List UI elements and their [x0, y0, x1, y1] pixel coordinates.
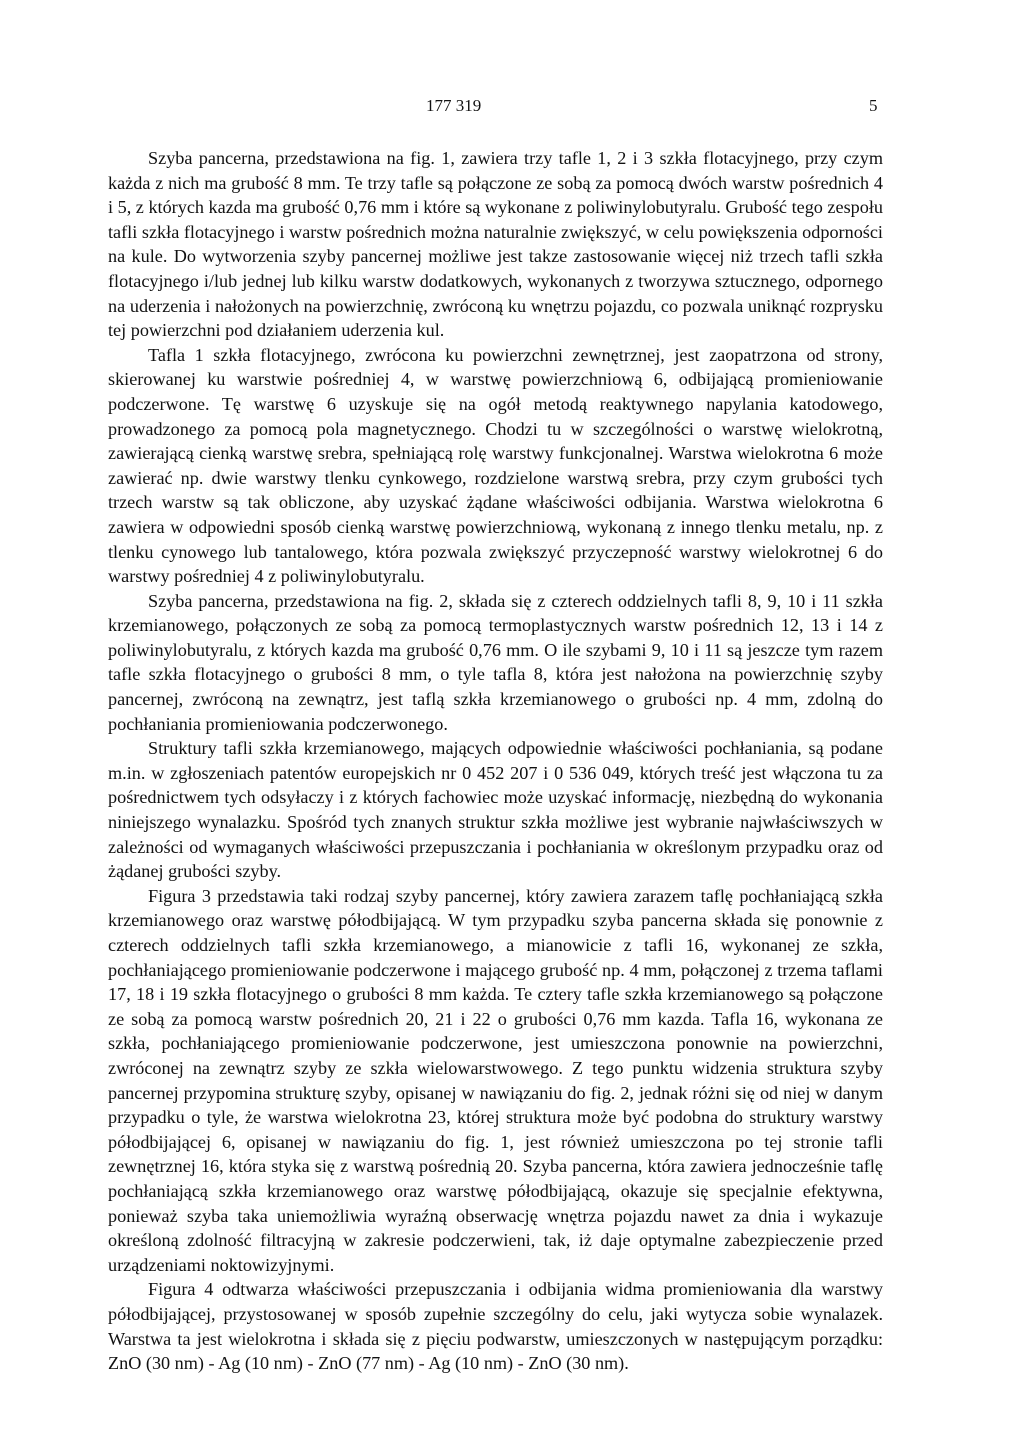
paragraph-fig3-description: Figura 3 przedstawia taki rodzaj szyby pancernej, który zawiera zarazem taflę pochłaniającą szkła krzemianowego oraz warstwę półodbijającą. W tym przypadku szyba pancerna składa się ponownie z czterech oddzielnych tafli szkła krzemianowego, a mianowicie z tafli 16, wykonanej ze szkła, pochłaniającego promieniowanie podczerwone i mającego grubość np. 4 mm, połączonej z trzema taflami 17, 18 i 19 szkła flotacyjnego o grubości 8 mm każda. Te cztery tafle szkła krzemianowego są połączone ze sobą za pomocą warstw pośrednich 20, 21 i 22 o grubości 0,76 mm kazda. Tafla 16, wykonana ze szkła, pochłaniającego promieniowanie podczerwone, jest umieszczona ponownie na powierzchni, zwróconej na zewnątrz szyby ze szkła wielowarstwowego. Z tego punktu widzenia struktura szyby pancernej przypomina strukturę szyby, opisanej w nawiązaniu do fig. 2, jednak różni się od niej w danym przypadku o tyle, że warstwa wielokrotna 23, której struktura może być podobna do struktury warstwy półodbijającej 6, opisanej w nawiązaniu do fig. 1, jest również umieszczona po tej stronie tafli zewnętrznej 16, która styka się z warstwą pośrednią 20. Szyba pancerna, która zawiera jednocześnie taflę pochłaniającą szkła krzemianowego oraz warstwę półodbijającą, okazuje się specjalnie efektywna, ponieważ szyba taka uniemożliwia wyraźną obserwację wnętrza pojazdu nawet za dnia i wykazuje określoną zdolność filtracyjną w zakresie podczerwieni, tak, iż daje optymalne zabezpieczenie przed urządzeniami noktowizyjnymi.: [108, 885, 883, 1275]
patent-number: 177 319: [426, 96, 482, 115]
page-number: 5: [869, 96, 878, 115]
page-header: [0, 96, 1024, 120]
paragraph-fig2-description: Szyba pancerna, przedstawiona na fig. 2, składa się z czterech oddzielnych tafli 8, 9, 10 i 11 szkła krzemianowego, połączonych ze sobą za pomocą termoplastycznych warstw pośrednich 12, 13 i 14 z poliwinylobutyralu, z których kazda ma grubość 0,76 mm. O ile szybami 9, 10 i 11 są jeszcze tym razem tafle szkła flotacyjnego o grubości 8 mm, o tyle tafla 8, która jest nałożona na powierzchnię szyby pancernej, zwróconą na zewnątrz, jest taflą szkła krzemianowego o grubości np. 4 mm, zdolną do pochłaniania promieniowania podczerwonego.: [108, 590, 883, 734]
paragraph-fig4-description: Figura 4 odtwarza właściwości przepuszczania i odbijania widma promieniowania dla warstwy półodbijającej, przystosowanej w sposób zupełnie szczególny do celu, jaki wytycza sobie wynalazek. Warstwa ta jest wielokrotna i składa się z pięciu podwarstw, umieszczonych w następującym porządku: ZnO (30 nm) - Ag (10 nm) - ZnO (77 nm) - Ag (10 nm) - ZnO (30 nm).: [108, 1279, 883, 1374]
document-body: [108, 146, 883, 1376]
paragraph-struktury-tafli: Struktury tafli szkła krzemianowego, mających odpowiednie właściwości pochłaniania, są podane m.in. w zgłoszeniach patentów europejskich nr 0 452 207 i 0 536 049, których treść jest włączona tu za pośrednictwem tych odsyłaczy i z których fachowiec może uzyskać informację, niezbędną do wykonania niniejszego wynalazku. Spośród tych znanych struktur szkła możliwe jest wybranie najwłaściwszych w zależności od wymaganych właściwości przepuszczania i pochłaniania w określonym przypadku oraz od żądanej grubości szyby.: [108, 738, 883, 882]
paragraph-fig1-description: Szyba pancerna, przedstawiona na fig. 1, zawiera trzy tafle 1, 2 i 3 szkła flotacyjnego, przy czym każda z nich ma grubość 8 mm. Te trzy tafle są połączone ze sobą za pomocą dwóch warstw pośrednich 4 i 5, z których kazda ma grubość 0,76 mm i które są wykonane z poliwinylobutyralu. Grubość tego zespołu tafli szkła flotacyjnego i warstw pośrednich można naturalnie zwiększyć, w celu powiększenia odporności na kule. Do wytworzenia szyby pancernej możliwe jest takze zastosowanie więcej niż trzech tafli szkła flotacyjnego i/lub jednej lub kilku warstw dodatkowych, wykonanych z tworzywa sztucznego, odpornego na uderzenia i nałożonych na powierzchnię, zwróconą ku wnętrzu pojazdu, co pozwala uniknąć rozprysku tej powierzchni pod działaniem uderzenia kul.: [108, 148, 883, 341]
paragraph-tafla-1: Tafla 1 szkła flotacyjnego, zwrócona ku powierzchni zewnętrznej, jest zaopatrzona od strony, skierowanej ku warstwie pośredniej 4, w warstwę powierzchniową 6, odbijającą promieniowanie podczerwone. Tę warstwę 6 uzyskuje się na ogół metodą reaktywnego napylania katodowego, prowadzonego za pomocą pola magnetycznego. Chodzi tu w szczególności o warstwę wielokrotną, zawierającą cienką warstwę srebra, spełniającą rolę warstwy funkcjonalnej. Warstwa wielokrotna 6 może zawierać np. dwie warstwy tlenku cynkowego, rozdzielone warstwą srebra, przy czym grubości tych trzech warstw są tak obliczone, aby uzyskać żądane właściwości odbijania. Warstwa wielokrotna 6 zawiera w odpowiedni sposób cienką warstwę powierzchniową, wykonaną z innego tlenku metalu, np. z tlenku cynowego lub tantalowego, która pozwala zwiększyć przyczepność warstwy wielokrotnej 6 do warstwy pośredniej 4 z poliwinylobutyralu.: [108, 344, 883, 587]
